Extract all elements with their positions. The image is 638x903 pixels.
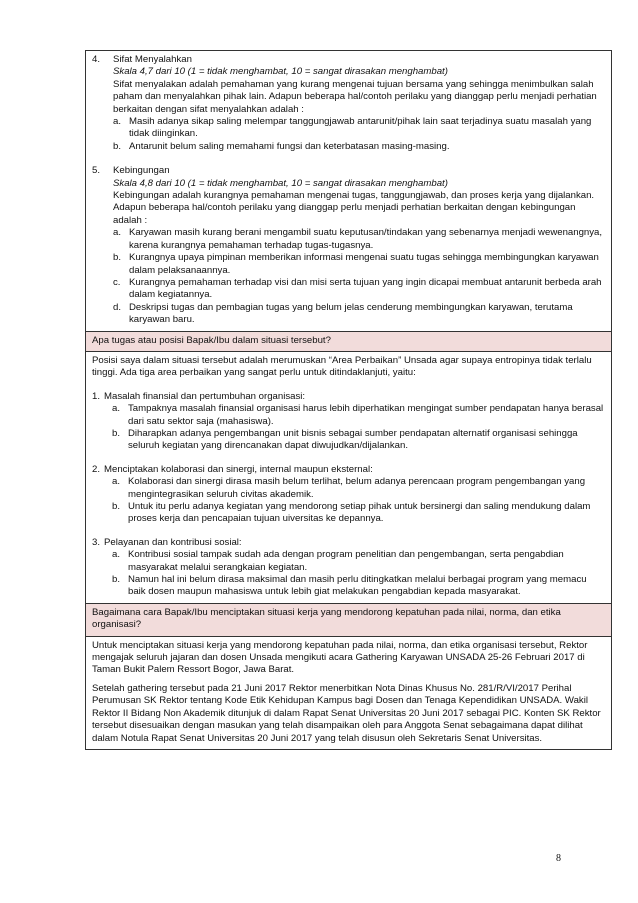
list-item: a. Karyawan masih kurang berani mengambil suatu keputusan/tindakan yang sebenarnya menjadi wewenangnya, karena kurangnya pemahaman terhadap tugas-tugasnya. [113,227,603,251]
table-row [86,351,612,603]
answer-paragraph: Setelah gathering tersebut pada 21 Juni 2017 Rektor menerbitkan Nota Dinas Khusus No. 281/R/VI/2017 Perihal Perumusan SK Rektor tentang Kode Etik Kehidupan Kampus bagi Dosen dan Tenaga Kependidikan UNSADA. Wakil Rektor II Bidang Non Akademik ditunjuk di dalam Rapat Senat Universitas 20 Juni 2017 sebagai PIC. Konten SK Rektor tersebut disesuaikan dengan masukan yang telah disampaikan oleh para Anggota Senat sebagaimana dapat dilihat dalam Notula Rapat Senat Universitas 20 Juni 2017 yang telah disusun oleh Sekretaris Senat Universitas. [92,682,601,744]
area-title: Masalah finansial dan pertumbuhan organisasi: [104,390,306,402]
table-row [86,603,612,636]
section-description: Kebingungan adalah kurangnya pemahaman mengenai tugas, tanggungjawab, dan proses kerja yang dijalankan. Adapun beberapa hal/contoh perilaku yang dianggap perlu menjadi perhatian berkaitan dengan kebingungan adalah : [113,190,595,226]
list-item: a. Kolaborasi dan sinergi dirasa masih belum terlihat, belum adanya perencaan program pengembangan yang mengintegrasikan seluruh civitas akademik. [112,476,586,500]
question-1: Apa tugas atau posisi Bapak/Ibu dalam situasi tersebut? [86,331,612,351]
list-item: c. Kurangnya pemahaman terhadap visi dan misi serta tujuan yang ingin dicapai membuat antarunit berbeda arah dalam kegiatannya. [113,276,602,301]
document-page [85,50,612,750]
question-2: Bagaimana cara Bapak/Ibu menciptakan situasi kerja yang mendorong kepatuhan pada nilai, norma, dan etika organisasi? [86,603,612,636]
answer-2-cell [86,636,612,749]
section-scale: Skala 4,7 dari 10 (1 = tidak menghambat, 10 = sangat dirasakan menghambat) [113,66,448,78]
section-number: 5. [92,165,101,177]
list-item: a. Masih adanya sikap saling melempar tanggungjawab antarunit/pihak lain saat terjadinya suatu masalah yang tidak diinginkan. [113,116,592,140]
list-item: b. Kurangnya upaya pimpinan memberikan informasi mengenai suatu tugas sehingga membingungkan karyawan dalam pelaksanaannya. [113,252,599,276]
answer-1-cell [86,351,612,603]
content-table [85,50,612,750]
page-number: 8 [556,853,561,864]
answer-intro: Posisi saya dalam situasi tersebut adalah merumuskan “Area Perbaikan” Unsada agar supaya entropinya tidak terlalu tinggi. Ada tiga area perbaikan yang sangat perlu untuk ditindaklanjuti, yaitu: [92,354,592,379]
section-4 [92,54,606,153]
causes-cell [86,51,612,332]
section-title: Kebingungan [113,165,170,177]
table-row [86,51,612,332]
area-2: 2. Menciptakan kolaborasi dan sinergi, internal maupun eksternal: a. Kolaborasi dan sinergi dirasa masih belum terlihat, belum adanya perencaan program pengembangan yang mengintegrasikan seluruh civitas akademik. b. Untuk itu perlu adanya kegiatan yang mendorong setiap pihak untuk bersinergi dan saling mendukung dalam proses kerja dan pencapaian tujuan uiversitas ke depannya. [92,464,606,526]
list-item: a. Tampaknya masalah finansial organisasi harus lebih diperhatikan mengingat sumber pendapatan hanya berasal dari satu sektor saja (mahasiswa). [112,403,604,427]
area-3: 3. Pelayanan dan kontribusi sosial: a. Kontribusi sosial tampak sudah ada dengan program penelitian dan pengembangan, serta pengabdian masyarakat melalui serangkaian kegiatan. b. Namun hal ini belum dirasa maksimal dan masih perlu ditingkatkan melalui berbagai program yang memacu baik dosen maupun mahasiswa untuk lebih giat melakukan pengabdian kepada masyarakat. [92,537,606,599]
area-title: Menciptakan kolaborasi dan sinergi, internal maupun eksternal: [104,463,373,475]
list-item: d. Deskripsi tugas dan pembagian tugas yang belum jelas cenderung membingungkan karyawan, terutama karyawan baru. [113,301,573,326]
list-item: b. Untuk itu perlu adanya kegiatan yang mendorong setiap pihak untuk bersinergi dan saling mendukung dalam proses kerja dan pencapaian tujuan uiversitas ke depannya. [112,501,591,525]
table-row [86,331,612,351]
answer-paragraph: Untuk menciptakan situasi kerja yang mendorong kepatuhan pada nilai, norma, dan etika organisasi tersebut, Rektor mengajak seluruh jajaran dan dosen Unsada mengikuti acara Gathering Karyawan UNSADA 25-26 Februari 2017 di Taman Bukit Palem Ressort Bogor, Jawa Barat. [92,639,588,676]
list-item: a. Kontribusi sosial tampak sudah ada dengan program penelitian dan pengembangan, serta pengabdian masyarakat melalui serangkaian kegiatan. [112,549,564,573]
section-title: Sifat Menyalahkan [113,54,192,65]
section-5 [92,165,606,326]
list-item: b. Namun hal ini belum dirasa maksimal dan masih perlu ditingkatkan melalui berbagai program yang memacu baik dosen maupun mahasiswa untuk lebih giat melakukan pengabdian kepada masyarakat. [112,574,587,598]
area-1: 1. Masalah finansial dan pertumbuhan organisasi: a. Tampaknya masalah finansial organisasi harus lebih diperhatikan mengingat sumber pendapatan hanya berasal dari satu sektor saja (mahasiswa). b. Diharapkan adanya pengembangan unit bisnis sebagai sumber pendapatan alternatif organisasi sehingga seluruh kegiatan yang direncanakan dapat diwujudkan/dijalankan. [92,391,606,453]
section-number: 4. [92,54,101,65]
list-item: b. Antarunit belum saling memahami fungsi dan keterbatasan masing-masing. [113,140,450,152]
list-item: b. Diharapkan adanya pengembangan unit bisnis sebagai sumber pendapatan alternatif organisasi sehingga seluruh kegiatan yang direncanakan dapat diwujudkan/dijalankan. [112,427,578,452]
section-description: Sifat menyalakan adalah pemahaman yang kurang mengenai tujuan bersama yang sehingga menimbulkan salah paham dan menyalahkan pihak lain. Adapun beberapa hal/contoh perilaku yang dianggap perlu menjadi perhatian berkaitan dengan sifat menyalahkan adalah : [113,78,597,115]
area-title: Pelayanan dan kontribusi sosial: [104,536,242,548]
section-scale: Skala 4,8 dari 10 (1 = tidak menghambat, 10 = sangat dirasakan menghambat) [113,177,448,189]
table-row [86,636,612,749]
